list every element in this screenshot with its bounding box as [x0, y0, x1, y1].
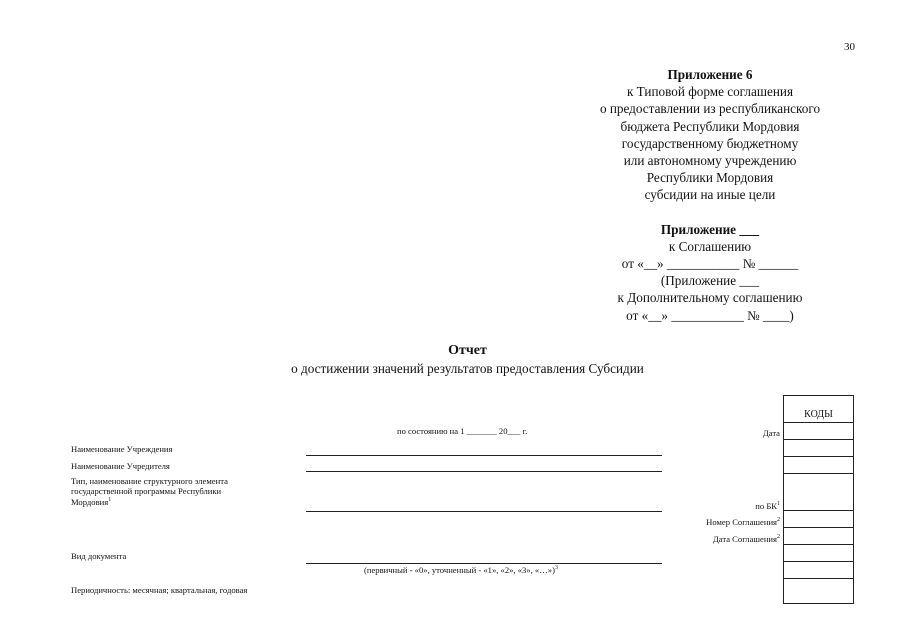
founder-label: Наименование Учредителя	[71, 461, 170, 471]
code-cell-periodicity[interactable]	[784, 579, 854, 604]
footnote-3: 3	[554, 565, 558, 572]
appendix-line: к Дополнительному соглашению	[617, 290, 803, 306]
code-cell-agreement-number[interactable]	[784, 511, 854, 528]
annex-title: Приложение 6	[667, 67, 753, 82]
program-label-line: Мордовия	[71, 496, 109, 507]
bk-label: по $БК^1$	[755, 501, 780, 511]
page-number: 30	[844, 41, 855, 53]
institution-field[interactable]	[306, 455, 662, 456]
report-title: Отчет	[448, 343, 487, 358]
code-cell-doc-type[interactable]	[784, 545, 854, 562]
doc-type-label: Вид документа	[71, 551, 127, 561]
annex-line: бюджета Республики Мордовия	[620, 118, 800, 134]
annex-line: или автономному учреждению	[623, 153, 797, 169]
program-label	[71, 476, 301, 507]
doc-type-field[interactable]	[306, 563, 662, 564]
annex-line: Республики Мордовия	[646, 170, 774, 186]
footnote-2: 2	[777, 517, 780, 524]
code-cell-agreement-date[interactable]	[784, 528, 854, 545]
code-cell-institution[interactable]	[784, 440, 854, 457]
doc-type-hint: (первичный - «0», уточненный - «1», «2», «3», «…»)$^3$	[364, 565, 558, 575]
date-label: Дата	[762, 428, 780, 438]
footnote-1: 1	[108, 496, 112, 503]
annex-line: субсидии на иные цели	[644, 187, 776, 203]
code-cell-program[interactable]	[784, 474, 854, 511]
codes-table	[783, 395, 854, 604]
code-cell-founder[interactable]	[784, 457, 854, 474]
footnote-2: 2	[777, 534, 780, 541]
annex-header	[560, 66, 860, 324]
appendix-title: Приложение ___	[660, 221, 760, 237]
agreement-date-label: Дата Соглашения$^2$	[712, 534, 780, 544]
annex-line: государственному бюджетному	[621, 135, 799, 151]
codes-header: КОДЫ	[784, 396, 854, 423]
appendix-line: от «__» ___________ № ______	[621, 256, 799, 272]
as-of-date: по состоянию на 1 _______ 20___ г.	[397, 426, 528, 436]
report-subtitle: о достижении значений результатов предоставления Субсидии	[291, 361, 644, 376]
annex-line: о предоставлении из республиканского	[599, 101, 821, 117]
program-label-line: государственной программы Республики	[71, 486, 222, 497]
annex-line: к Типовой форме соглашения	[626, 84, 794, 100]
code-cell-doc-type-extra[interactable]	[784, 562, 854, 579]
appendix-line: к Соглашению	[668, 238, 752, 254]
institution-label: Наименование Учреждения	[71, 444, 173, 454]
program-label-line: Тип, наименование структурного элемента	[71, 476, 228, 486]
periodicity: Периодичность: месячная; квартальная, годовая	[71, 585, 248, 595]
code-cell-date[interactable]	[784, 423, 854, 440]
appendix-line: (Приложение ___	[660, 273, 760, 289]
agreement-number-label: Номер Соглашения$^2$	[706, 517, 780, 527]
footnote-1: 1	[777, 501, 780, 508]
founder-field[interactable]	[306, 471, 662, 472]
appendix-line: от «__» ___________ № ____)	[626, 307, 794, 323]
